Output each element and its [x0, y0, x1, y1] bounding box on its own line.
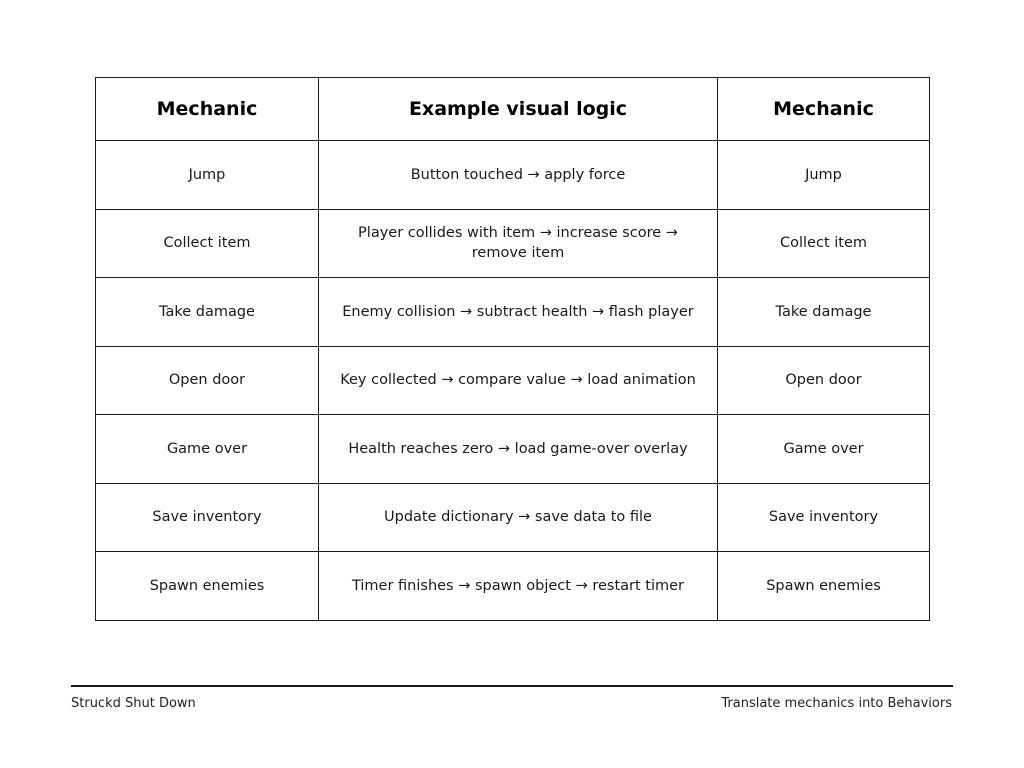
cell-visual-logic: Enemy collision → subtract health → flash player [319, 278, 718, 347]
cell-mechanic: Save inventory [718, 483, 930, 552]
table-row [96, 552, 930, 621]
cell-visual-logic: Health reaches zero → load game-over overlay [319, 415, 718, 484]
cell-mechanic: Open door [718, 346, 930, 415]
footer-left-text: Struckd Shut Down [71, 696, 196, 711]
cell-mechanic: Jump [96, 141, 319, 210]
footer-right-text: Translate mechanics into Behaviors [721, 696, 952, 711]
cell-visual-logic: Update dictionary → save data to file [319, 483, 718, 552]
cell-mechanic: Take damage [96, 278, 319, 347]
header-example-visual-logic: Example visual logic [319, 78, 718, 141]
table-row [96, 141, 930, 210]
cell-mechanic: Jump [718, 141, 930, 210]
footer-divider [71, 685, 953, 687]
cell-mechanic: Collect item [718, 209, 930, 278]
table-header-row [96, 78, 930, 141]
table-row [96, 278, 930, 347]
cell-mechanic: Collect item [96, 209, 319, 278]
cell-visual-logic: Key collected → compare value → load animation [319, 346, 718, 415]
cell-mechanic: Take damage [718, 278, 930, 347]
header-mechanic-right: Mechanic [718, 78, 930, 141]
cell-mechanic: Spawn enemies [96, 552, 319, 621]
table-row [96, 346, 930, 415]
cell-mechanic: Game over [718, 415, 930, 484]
table-row [96, 415, 930, 484]
mechanics-table [95, 77, 930, 621]
cell-mechanic: Spawn enemies [718, 552, 930, 621]
table-row [96, 483, 930, 552]
table-row [96, 209, 930, 278]
cell-visual-logic: Timer finishes → spawn object → restart timer [319, 552, 718, 621]
cell-visual-logic: Button touched → apply force [319, 141, 718, 210]
cell-visual-logic: Player collides with item → increase score → remove item [319, 209, 718, 278]
cell-mechanic: Open door [96, 346, 319, 415]
cell-mechanic: Game over [96, 415, 319, 484]
mechanics-table-container [95, 77, 929, 621]
cell-mechanic: Save inventory [96, 483, 319, 552]
header-mechanic-left: Mechanic [96, 78, 319, 141]
